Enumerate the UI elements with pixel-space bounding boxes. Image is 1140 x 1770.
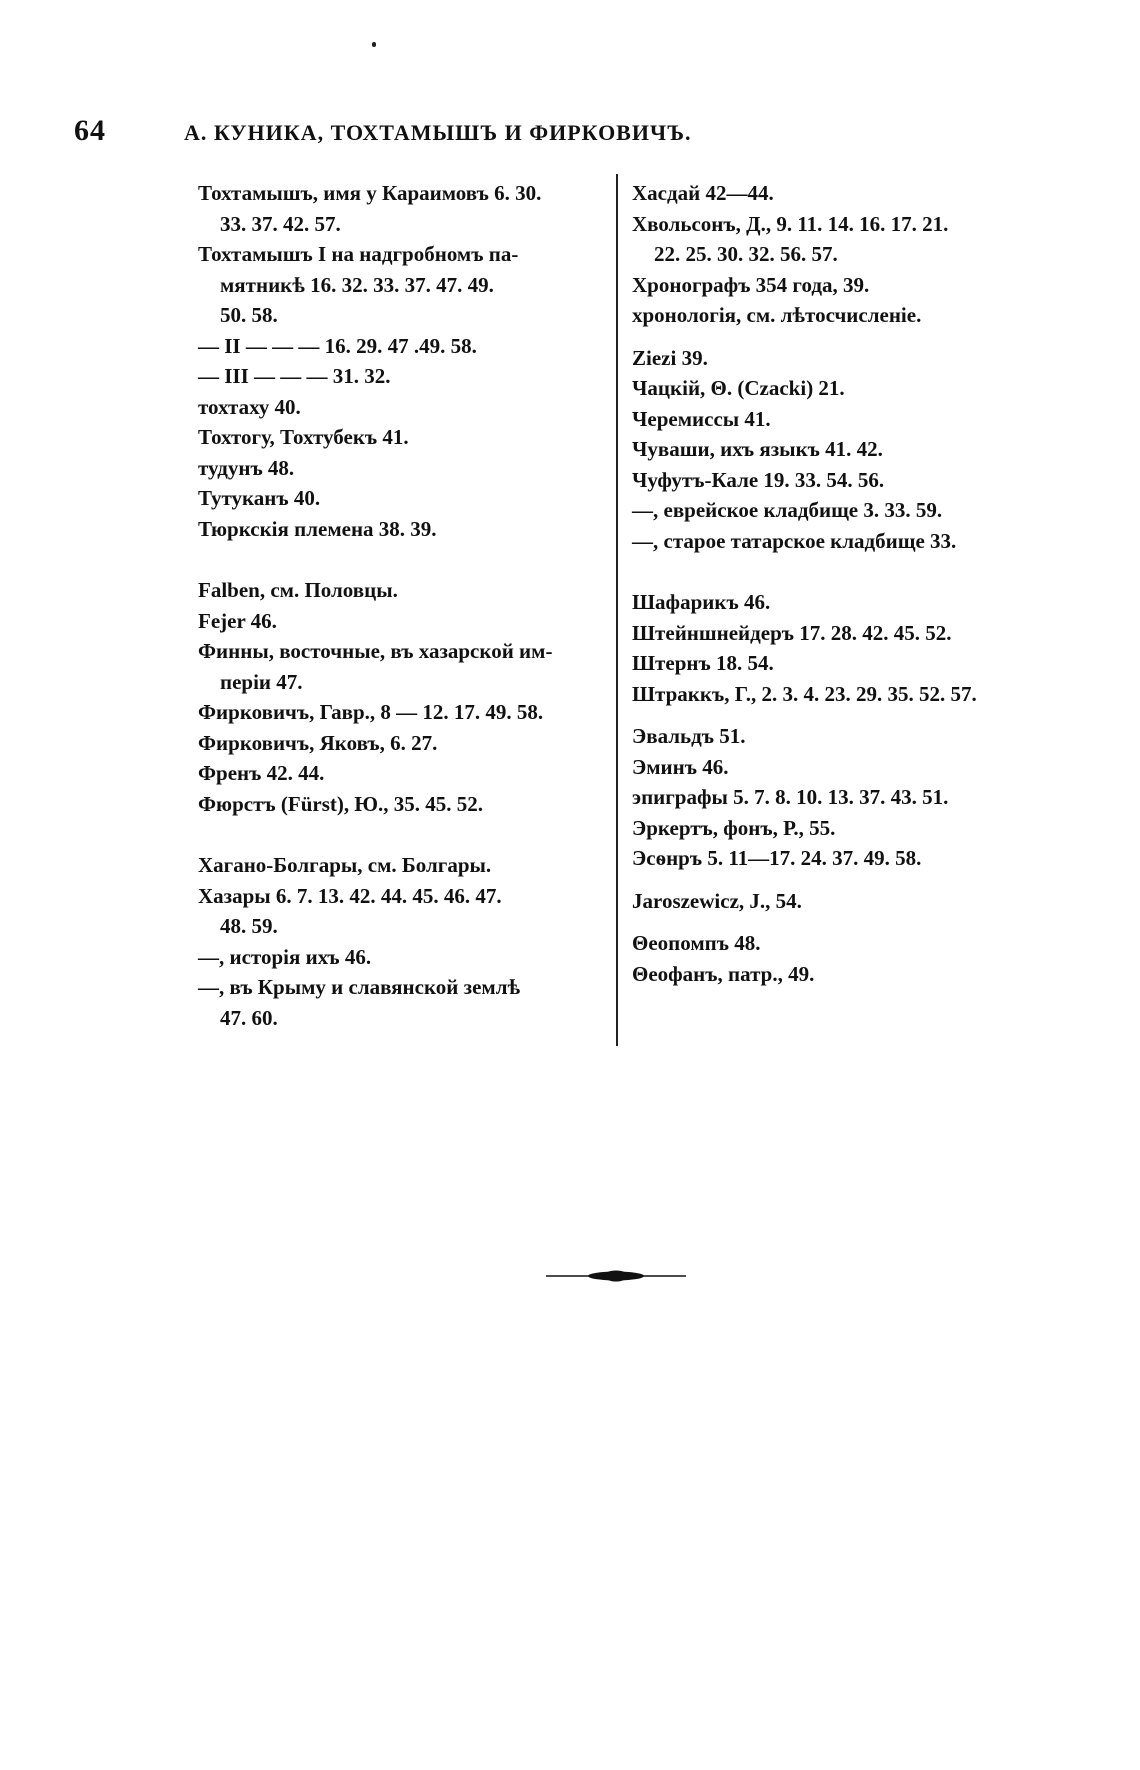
index-entry	[632, 618, 1072, 649]
print-speck	[372, 42, 376, 47]
index-entry-line: тохтаху 40.	[198, 394, 301, 419]
index-entry-line: Фирковичъ, Яковъ, 6. 27.	[198, 730, 438, 755]
index-column-right	[632, 178, 1072, 989]
index-entry	[198, 942, 606, 973]
index-entry-line: Хасдай 42—44.	[632, 181, 774, 205]
index-entry	[632, 178, 1072, 209]
index-entry-line: Шафарикъ 46.	[632, 590, 771, 614]
index-entry-line: Френъ 42. 44.	[198, 761, 325, 785]
index-entry	[632, 928, 1072, 959]
index-entry-line: Фирковичъ, Гавр., 8 — 12. 17. 49. 58.	[198, 700, 544, 724]
index-entry	[632, 300, 1072, 331]
index-entry-line: Θеопомпъ 48.	[632, 931, 761, 955]
index-entry	[198, 758, 606, 789]
index-entry-line: Хазары 6. 7. 13. 42. 44. 45. 46. 47.	[198, 883, 502, 908]
index-entry	[198, 881, 606, 942]
index-entry-line: Эвальдъ 51.	[632, 724, 746, 748]
index-entry-line: Фюрстъ (Fürst), Ю., 35. 45. 52.	[198, 791, 484, 816]
index-entry-line: Эминъ 46.	[632, 754, 729, 779]
index-entry-line: Тюркскія племена 38. 39.	[198, 516, 437, 541]
index-entry	[198, 575, 606, 606]
index-entry-line: хронологія, см. лѣтосчисленіе.	[632, 303, 922, 327]
index-entry-line: Хронографъ 354 года, 39.	[632, 272, 870, 297]
index-entry-continuation: 22. 25. 30. 32. 56. 57.	[654, 242, 838, 266]
index-entry-line: Хвольсонъ, Д., 9. 11. 14. 16. 17. 21.	[632, 211, 949, 236]
index-entry-line: Тохтогу, Тохтубекъ 41.	[198, 425, 409, 449]
page-number: 64	[74, 114, 106, 147]
section-gap	[198, 819, 606, 850]
index-entry	[632, 959, 1072, 990]
index-entry-line: Штернъ 18. 54.	[632, 651, 774, 675]
index-entry-line: Чуваши, ихъ языкъ 41. 42.	[632, 437, 883, 461]
index-entry	[632, 343, 1072, 374]
index-entry-line: Jaroszewicz, J., 54.	[632, 888, 802, 913]
index-entry	[632, 843, 1072, 874]
index-entry	[198, 483, 606, 514]
section-gap	[198, 544, 606, 575]
index-entry-line: —, еврейское кладбище 3. 33. 59.	[632, 498, 943, 522]
index-entry	[632, 886, 1072, 917]
index-entry	[198, 422, 606, 453]
index-entry-line: Тохтамышъ I на надгробномъ па-	[198, 242, 519, 266]
index-entry	[632, 813, 1072, 844]
index-entry-line: — II — — — 16. 29. 47 .49. 58.	[198, 333, 477, 358]
index-entry	[632, 782, 1072, 813]
index-entry-line: Штраккъ, Г., 2. 3. 4. 23. 29. 35. 52. 57.	[632, 681, 977, 706]
running-head: А. КУНИКА, ТОХТАМЫШЪ И ФИРКОВИЧЪ.	[184, 120, 692, 145]
section-gap	[632, 874, 1072, 886]
index-entry	[198, 606, 606, 637]
index-entry	[632, 721, 1072, 752]
index-entry	[198, 850, 606, 881]
index-entry-line: —, исторія ихъ 46.	[198, 944, 372, 969]
index-entry-continuation: 33. 37. 42. 57.	[220, 211, 341, 236]
index-entry	[632, 526, 1072, 557]
index-entry	[632, 434, 1072, 465]
index-entry	[632, 587, 1072, 618]
index-entry	[198, 239, 606, 331]
index-entry-continuation: 48. 59.	[220, 914, 278, 938]
index-entry-line: Черемиссы 41.	[632, 406, 771, 431]
ornament-tailpiece	[546, 1270, 686, 1282]
index-entry-line: Тохтамышъ, имя у Караимовъ 6. 30.	[198, 181, 542, 205]
index-entry-line: Falben, см. Половцы.	[198, 578, 398, 602]
index-entry	[198, 636, 606, 697]
section-gap	[632, 331, 1072, 343]
index-entry	[632, 404, 1072, 435]
index-entry-line: Хагано-Болгары, см. Болгары.	[198, 853, 492, 877]
index-entry	[198, 331, 606, 362]
index-entry-line: Чуфутъ-Кале 19. 33. 54. 56.	[632, 467, 885, 492]
index-entry	[632, 373, 1072, 404]
index-entry-line: эпиграфы 5. 7. 8. 10. 13. 37. 43. 51.	[632, 785, 949, 809]
index-entry	[198, 697, 606, 728]
index-column-left	[198, 178, 606, 1033]
index-entry	[632, 679, 1072, 710]
index-entry-continuation: 47. 60.	[220, 1005, 278, 1030]
index-entry-line: —, въ Крыму и славянской землѣ	[198, 975, 521, 999]
index-entry-continuation: періи 47.	[220, 669, 303, 694]
index-entry	[632, 495, 1072, 526]
index-entry	[632, 648, 1072, 679]
index-entry	[198, 361, 606, 392]
index-entry	[632, 465, 1072, 496]
index-entry	[632, 752, 1072, 783]
index-entry-line: Эсѳнръ 5. 11—17. 24. 37. 49. 58.	[632, 846, 922, 870]
index-entry-line: Ziezi 39.	[632, 345, 708, 370]
index-entry	[198, 728, 606, 759]
index-entry-line: Чацкій, Θ. (Czacki) 21.	[632, 376, 845, 400]
index-entry-line: —, старое татарское кладбище 33.	[632, 528, 957, 553]
index-entry	[632, 270, 1072, 301]
index-entry-line: Эркертъ, фонъ, Р., 55.	[632, 815, 836, 840]
index-entry	[198, 972, 606, 1033]
index-entry-line: Θеофанъ, патр., 49.	[632, 961, 815, 986]
column-divider	[616, 174, 618, 1046]
index-entry-line: тудунъ 48.	[198, 455, 295, 480]
index-entry	[198, 178, 606, 239]
section-gap	[632, 709, 1072, 721]
index-entry-line: Fejer 46.	[198, 608, 277, 633]
section-gap	[632, 556, 1072, 587]
index-entry-line: Тутуканъ 40.	[198, 486, 321, 510]
index-entry	[198, 789, 606, 820]
index-entry-line: — III — — — 31. 32.	[198, 364, 391, 388]
section-gap	[632, 916, 1072, 928]
index-entry	[198, 453, 606, 484]
index-entry-line: Штейншнейдеръ 17. 28. 42. 45. 52.	[632, 620, 952, 645]
index-entry-continuation: мятникѣ 16. 32. 33. 37. 47. 49.	[220, 272, 494, 297]
index-entry	[198, 392, 606, 423]
index-entry-line: Финны, восточные, въ хазарской им-	[198, 639, 553, 663]
page-header	[74, 114, 1074, 154]
index-entry-continuation: 50. 58.	[220, 303, 278, 327]
index-entry	[198, 514, 606, 545]
index-entry	[632, 209, 1072, 270]
